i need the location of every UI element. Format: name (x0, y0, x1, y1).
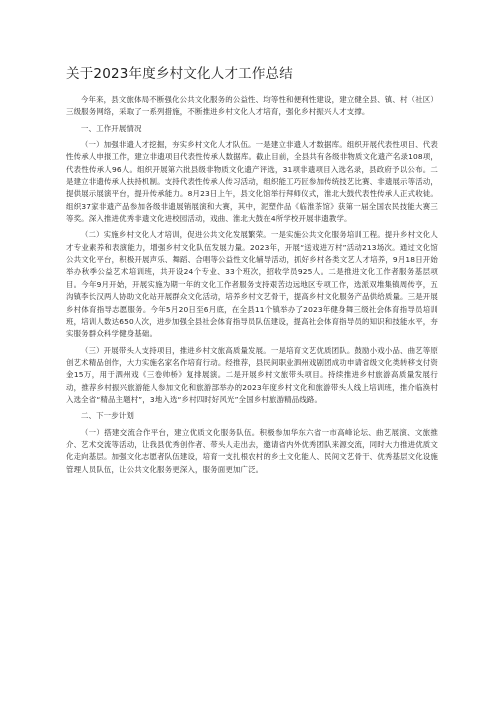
section-heading-work-status: 一、工作开展情况 (80, 123, 142, 133)
section-heading-next-plan: 二、下一步计划 (80, 411, 135, 421)
paragraph-leader-support: （三）开展带头人支持项目，推进乡村文旅高质量发展。一是培育文艺优质团队。鼓励小戏小品、曲艺等原创艺术精品创作，大力实施名家名作培育行动。经推荐，县民间职业泗州戏剧团成功申请省级文化类转移支付资金15万，用于泗州戏《三卷帅桥》复排展演。二是开展乡村文旅带头项目。持续推进乡村旅游高质量发展行动，推荐乡村振兴旅游能人参加文化和旅游部举办的2023年度乡村文化和旅游带头人线上培训班，推介临涣村入选全省“精品主题村”，3地入选“乡村四时好风光”全国乡村旅游精品线路。 (66, 345, 438, 404)
paragraph-heritage-talent: （一）加强非遗人才挖掘，夯实乡村文化人才队伍。一是建立非遗人才数据库。组织开展代表性项目、代表性传承人申报工作，建立非遗项目代表性传承人数据库。截止目前，全县共有各级非物质文化遗产名录108项，代表性传承人96人。组织开展第六批县级非物质文化遗产评选，31项非遗项目入选名录，县政府予以公布。二是建立非遗传承人扶持机制。支持代表性传承人传习活动，组织能工巧匠参加传统技艺比赛、非遗展示等活动，提供展示展演平台，提升传承能力。8月23日上午，县文化馆举行拜师仪式，淮北大鼓代表性传承人正式收徒。组织37家非遗产品参加各级非遗展销展演和大赛，其中，泥塑作品《临淮茶馆》获第一届全国农民技能大赛三等奖。深入推进优秀非遗文化进校园活动，戏曲、淮北大鼓在4所学校开展非遗教学。 (66, 140, 438, 224)
paragraph-talent-training: （二）实施乡村文化人才培训，促进公共文化发展繁荣。一是实施公共文化服务培训工程。提升乡村文化人才专业素养和表演能力，增强乡村文化队伍发展力量。2023年，开展“送戏进万村”活动213场次。通过文化馆公共文化平台，积极开展声乐、舞蹈、合唱等公益性文化辅导活动，抓好乡村各类文艺人才培养，9月18日开始举办秋季公益艺术培训班，共开设24个专业、33个班次，招收学员925人。二是推进文化工作者服务基层项目。今年9月开始，开展实施为期一年的文化工作者服务支持艰苦边远地区专项工作，选派双堆集镇周传亨，五沟镇李长汉两人协助文化站开展群众文化活动，培养乡村文艺骨干，提高乡村文化服务产品供给质量。三是开展乡村体育指导志愿服务。今年5月20日至6月底，在全县11个镇举办了2023年健身舞三级社会体育指导员培训班，培训人数达650人次，进步加强全县社会体育指导员队伍建设，提高社会体育指导员的知识和技能水平，夯实服务群众科学健身基础。 (66, 230, 438, 339)
intro-paragraph: 今年来，县文旅体局不断强化公共文化服务的公益性、均等性和便利性建设，建立健全县、镇、村（社区）三级服务网络，采取了一系列措施，不断推进乡村文化人才培育，强化乡村振兴人才支撑。 (66, 95, 438, 117)
paragraph-exchange-platform: （一）搭建交流合作平台，建立优质文化服务队伍。积极参加华东六省一市高峰论坛、曲艺展演、文旅推介、艺术交流等活动，让我县优秀创作者、带头人走出去，邀请省内外优秀团队来源交流，同时大力推进优质文化走向基层。加强文化志愿者队伍建设，培育一支扎根农村的乡土文化能人、民间文艺骨干、优秀基层文化设施管理人员队伍，让公共文化服务更深入，服务面更加广泛。 (66, 427, 438, 474)
document-title: 关于2023年度乡村文化人才工作总结 (66, 66, 293, 82)
